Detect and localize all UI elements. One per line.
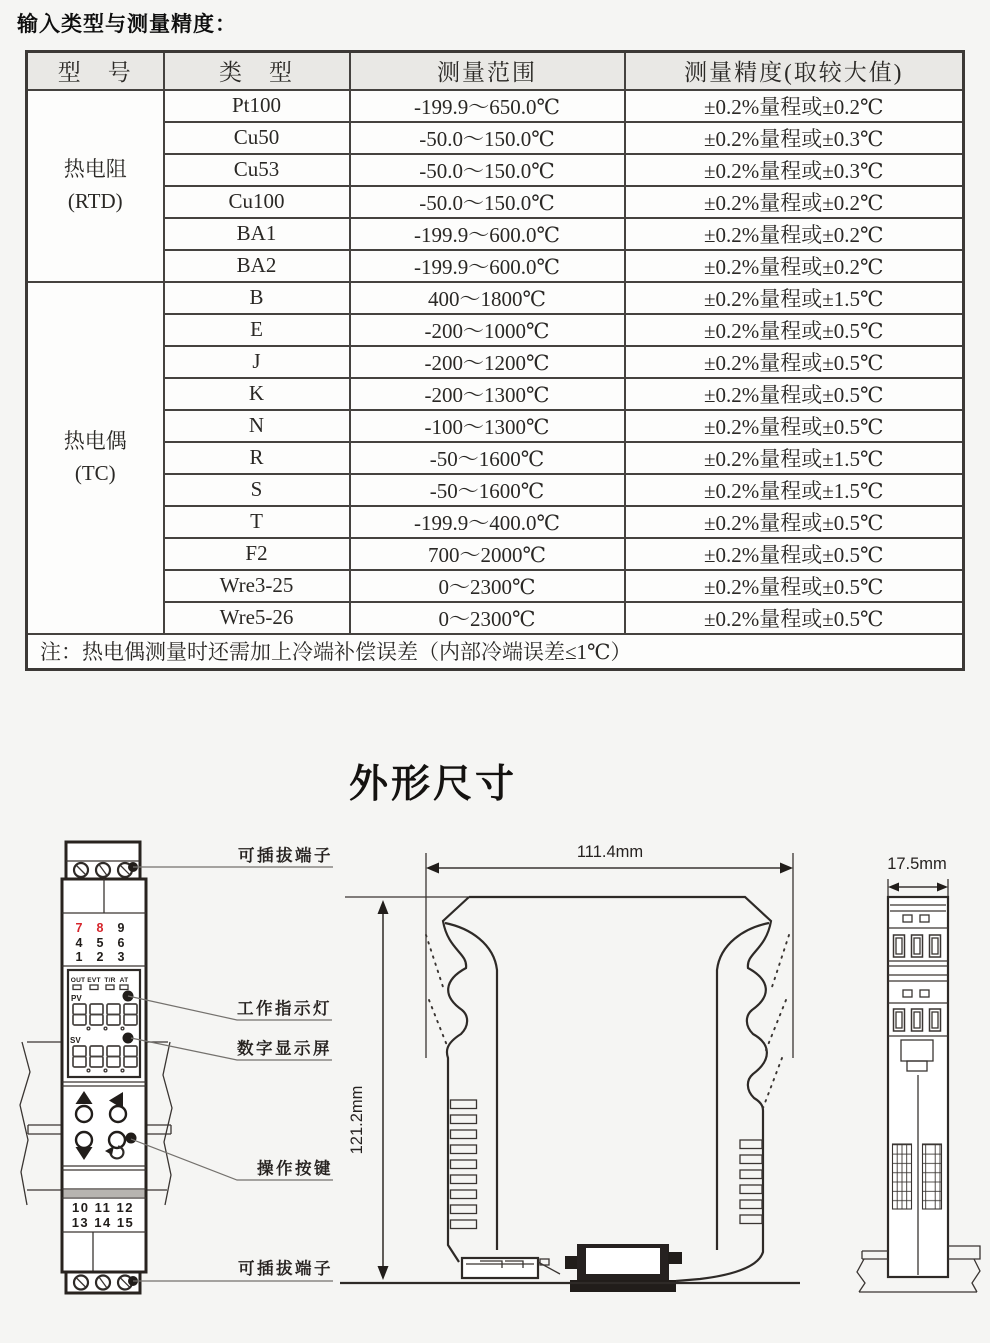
type-cell: N bbox=[164, 410, 350, 442]
type-cell: F2 bbox=[164, 538, 350, 570]
type-cell: BA1 bbox=[164, 218, 350, 250]
end-vent-grid-right bbox=[923, 1144, 942, 1209]
enter-key bbox=[109, 1132, 125, 1148]
dimensions-drawing bbox=[0, 838, 990, 1343]
table-row bbox=[27, 506, 964, 538]
range-cell: -200～1300℃ bbox=[350, 378, 625, 410]
model-abbr: (RTD) bbox=[67, 188, 123, 213]
accuracy-cell: ±0.2%量程或±0.5℃ bbox=[625, 506, 964, 538]
table-note-row bbox=[27, 634, 964, 670]
spec-table-header-row bbox=[27, 52, 964, 90]
bottom-terminal-numbers-row1: 10 11 12 bbox=[72, 1200, 134, 1215]
terminal-digit: 4 bbox=[75, 936, 83, 950]
accuracy-cell: ±0.2%量程或±0.5℃ bbox=[625, 602, 964, 634]
accuracy-cell: ±0.2%量程或±0.2℃ bbox=[625, 250, 964, 282]
accuracy-cell: ±0.2%量程或±0.5℃ bbox=[625, 346, 964, 378]
table-row bbox=[27, 218, 964, 250]
bottom-terminal-numbers-row2: 13 14 15 bbox=[71, 1215, 135, 1230]
callout-indicator: 工作指示灯 bbox=[237, 1000, 332, 1018]
terminal-digit: 8 bbox=[96, 921, 104, 935]
table-row bbox=[27, 538, 964, 570]
table-row bbox=[27, 250, 964, 282]
accuracy-cell: ±0.2%量程或±1.5℃ bbox=[625, 474, 964, 506]
table-row bbox=[27, 346, 964, 378]
callouts bbox=[128, 845, 333, 1281]
type-cell: E bbox=[164, 314, 350, 346]
front-view-drawing bbox=[20, 842, 172, 1293]
table-row bbox=[27, 122, 964, 154]
status-label-evt: EVT bbox=[87, 977, 101, 984]
table-row bbox=[27, 282, 964, 314]
table-note: 注：热电偶测量时还需加上冷端补偿误差（内部冷端误差≤1℃） bbox=[27, 634, 964, 670]
side-view-drawing bbox=[340, 843, 800, 1292]
header-type: 类 型 bbox=[164, 52, 350, 90]
terminal-digit: 1 bbox=[75, 950, 83, 964]
vent-slots-left bbox=[451, 1100, 477, 1229]
terminal-digit: 2 bbox=[96, 950, 104, 964]
terminal-digit: 9 bbox=[117, 921, 125, 935]
type-cell: T bbox=[164, 506, 350, 538]
accuracy-cell: ±0.2%量程或±0.5℃ bbox=[625, 410, 964, 442]
accuracy-cell: ±0.2%量程或±0.5℃ bbox=[625, 538, 964, 570]
accuracy-cell: ±0.2%量程或±1.5℃ bbox=[625, 282, 964, 314]
model-abbr: (TC) bbox=[74, 460, 116, 485]
spec-table-body bbox=[27, 90, 964, 634]
model-name: 热电偶 bbox=[63, 429, 127, 453]
range-cell: 0～2300℃ bbox=[350, 602, 625, 634]
accuracy-cell: ±0.2%量程或±0.5℃ bbox=[625, 314, 964, 346]
sv-label: SV bbox=[70, 1036, 81, 1045]
depth-dimension-label: 17.5mm bbox=[887, 855, 947, 873]
type-cell: Wre5-26 bbox=[164, 602, 350, 634]
vent-slots-right bbox=[740, 1140, 762, 1224]
bottom-terminal-block bbox=[66, 1272, 140, 1293]
accuracy-cell: ±0.2%量程或±0.3℃ bbox=[625, 154, 964, 186]
divider-band bbox=[64, 1190, 145, 1197]
range-cell: -200～1000℃ bbox=[350, 314, 625, 346]
accuracy-cell: ±0.2%量程或±0.5℃ bbox=[625, 378, 964, 410]
header-accuracy: 测量精度(取较大值) bbox=[625, 52, 964, 90]
table-row bbox=[27, 314, 964, 346]
range-cell: -199.9～600.0℃ bbox=[350, 250, 625, 282]
din-rail-right bbox=[146, 1042, 172, 1205]
type-cell: R bbox=[164, 442, 350, 474]
accuracy-cell: ±0.2%量程或±0.3℃ bbox=[625, 122, 964, 154]
range-cell: -200～1200℃ bbox=[350, 346, 625, 378]
table-row bbox=[27, 442, 964, 474]
table-row bbox=[27, 602, 964, 634]
table-row bbox=[27, 474, 964, 506]
display-panel bbox=[68, 970, 140, 1077]
range-cell: -50～1600℃ bbox=[350, 474, 625, 506]
callout-buttons: 操作按键 bbox=[257, 1160, 333, 1178]
terminal-digit: 6 bbox=[117, 936, 125, 950]
table-row bbox=[27, 378, 964, 410]
table-row bbox=[27, 186, 964, 218]
status-label-out: OUT bbox=[70, 977, 86, 984]
width-dimension-label: 111.4mm bbox=[576, 843, 644, 861]
model-group-cell bbox=[27, 90, 164, 282]
page-title: 输入类型与测量精度： bbox=[17, 12, 237, 36]
type-cell: Cu50 bbox=[164, 122, 350, 154]
table-row bbox=[27, 410, 964, 442]
accuracy-cell: ±0.2%量程或±0.5℃ bbox=[625, 570, 964, 602]
status-label-tr: T/R bbox=[104, 977, 116, 984]
terminal-digit: 5 bbox=[96, 936, 104, 950]
range-cell: 0～2300℃ bbox=[350, 570, 625, 602]
type-cell: B bbox=[164, 282, 350, 314]
end-view-drawing bbox=[857, 855, 980, 1292]
terminal-digit: 7 bbox=[75, 921, 83, 935]
type-cell: BA2 bbox=[164, 250, 350, 282]
down-key bbox=[76, 1132, 92, 1148]
terminal-digit: 3 bbox=[117, 950, 125, 964]
header-model: 型 号 bbox=[27, 52, 164, 90]
up-key bbox=[76, 1106, 92, 1122]
accuracy-cell: ±0.2%量程或±1.5℃ bbox=[625, 442, 964, 474]
range-cell: -199.9～400.0℃ bbox=[350, 506, 625, 538]
din-clip-assembly bbox=[462, 1244, 682, 1292]
callout-dot-keys bbox=[126, 1133, 137, 1144]
range-cell: -199.9～600.0℃ bbox=[350, 218, 625, 250]
model-group-cell bbox=[27, 282, 164, 634]
type-cell: Cu53 bbox=[164, 154, 350, 186]
table-row bbox=[27, 90, 964, 122]
din-rail-left bbox=[20, 1042, 62, 1205]
header-range: 测量范围 bbox=[350, 52, 625, 90]
pv-label: PV bbox=[71, 994, 82, 1003]
spec-table bbox=[25, 50, 965, 671]
table-row bbox=[27, 154, 964, 186]
callout-terminal-top: 可插拔端子 bbox=[238, 847, 333, 865]
dimensions-section-title: 外形尺寸 bbox=[348, 763, 517, 806]
type-cell: Pt100 bbox=[164, 90, 350, 122]
callout-terminal-bottom: 可插拔端子 bbox=[238, 1260, 333, 1278]
left-key bbox=[110, 1106, 126, 1122]
range-cell: -100～1300℃ bbox=[350, 410, 625, 442]
accuracy-cell: ±0.2%量程或±0.2℃ bbox=[625, 90, 964, 122]
status-label-at: AT bbox=[119, 977, 129, 984]
model-name: 热电阻 bbox=[63, 157, 127, 181]
range-cell: 700～2000℃ bbox=[350, 538, 625, 570]
range-cell: -50.0～150.0℃ bbox=[350, 154, 625, 186]
type-cell: Cu100 bbox=[164, 186, 350, 218]
type-cell: Wre3-25 bbox=[164, 570, 350, 602]
range-cell: -199.9～650.0℃ bbox=[350, 90, 625, 122]
type-cell: S bbox=[164, 474, 350, 506]
top-terminal-block bbox=[66, 842, 140, 879]
range-cell: -50.0～150.0℃ bbox=[350, 122, 625, 154]
range-cell: -50～1600℃ bbox=[350, 442, 625, 474]
type-cell: K bbox=[164, 378, 350, 410]
end-vent-grid-left bbox=[893, 1144, 912, 1209]
accuracy-cell: ±0.2%量程或±0.2℃ bbox=[625, 218, 964, 250]
range-cell: -50.0～150.0℃ bbox=[350, 186, 625, 218]
table-row bbox=[27, 570, 964, 602]
range-cell: 400～1800℃ bbox=[350, 282, 625, 314]
accuracy-cell: ±0.2%量程或±0.2℃ bbox=[625, 186, 964, 218]
type-cell: J bbox=[164, 346, 350, 378]
height-dimension-label: 121.2mm bbox=[348, 1085, 366, 1155]
callout-display: 数字显示屏 bbox=[237, 1040, 332, 1058]
